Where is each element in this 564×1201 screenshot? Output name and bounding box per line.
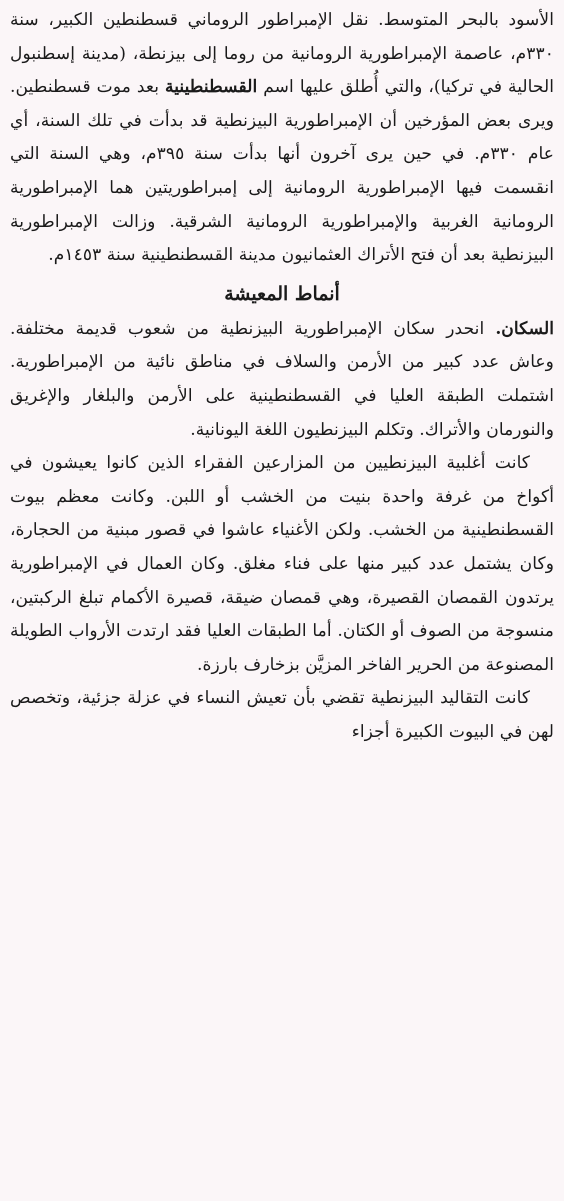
history-text-part1: الأسود بالبحر المتوسط. نقل الإمبراطور الروماني قسطنطين الكبير، سنة ٣٣٠م، عاصمة الإمبراطورية الرومانية من روما إلى بيزنطة، (مدينة إسطنبول الحالية في تركيا)، والتي أُطلق عليها اسم [10,10,555,98]
constantinople-name: القسطنطينية [165,77,258,98]
section-heading: أنماط المعيشة [224,282,340,305]
women-traditions-paragraph: كانت التقاليد البيزنطية تقضي بأن تعيش النساء في عزلة جزئية، وتخصص لهن في البيوت الكبيرة أجزاء [10,688,554,742]
history-paragraph [10,4,554,273]
population-run-in-heading: السكان. [495,318,554,339]
history-text-part2: بعد موت قسطنطين. ويرى بعض المؤرخين أن الإمبراطورية البيزنطية قد بدأت في تلك السنة، أي عام ٣٣٠م. في حين يرى آخرون أنها بدأت سنة ٣٩٥م، وهي السنة التي انقسمت فيها الإمبراطورية الرومانية إلى إمبراطوريتين هما الإمبراطورية الرومانية الغربية والإمبراطورية الرومانية الشرقية. وزالت الإمبراطورية البيزنطية بعد أن فتح الأتراك العثمانيون مدينة القسطنطينية سنة ١٤٥٣م. [10,77,554,266]
housing-clothing-paragraph: كانت أغلبية البيزنطيين من المزارعين الفقراء الذين كانوا يعيشون في أكواخ من غرفة واحدة بنيت من الخشب أو اللبن. وكانت معظم بيوت القسطنطينية من الخشب. ولكن الأغنياء عاشوا في قصور مبنية من الحجارة، وكان يشتمل عدد كبير منها على فناء مغلق. وكان العمال في الإمبراطورية يرتدون القمصان القصيرة، وهي قمصان ضيقة، قصيرة الأكمام تبلغ الركبتين، منسوجة من الصوف أو الكتان. أما الطبقات العليا فقد ارتدت الأرواب الطويلة المصنوعة من الحرير الفاخر المزيَّن بزخارف بارزة. [10,453,554,675]
population-paragraph [10,313,554,447]
population-text: انحدر سكان الإمبراطورية البيزنطية من شعوب قديمة مختلفة. وعاش عدد كبير من الأرمن والسلاف في مناطق نائية من الإمبراطورية. اشتملت الطبقة العليا في القسطنطينية على الأرمن والبلغار والإغريق والنورمان والأتراك. وتكلم البيزنطيون اللغة اليونانية. [10,318,554,440]
